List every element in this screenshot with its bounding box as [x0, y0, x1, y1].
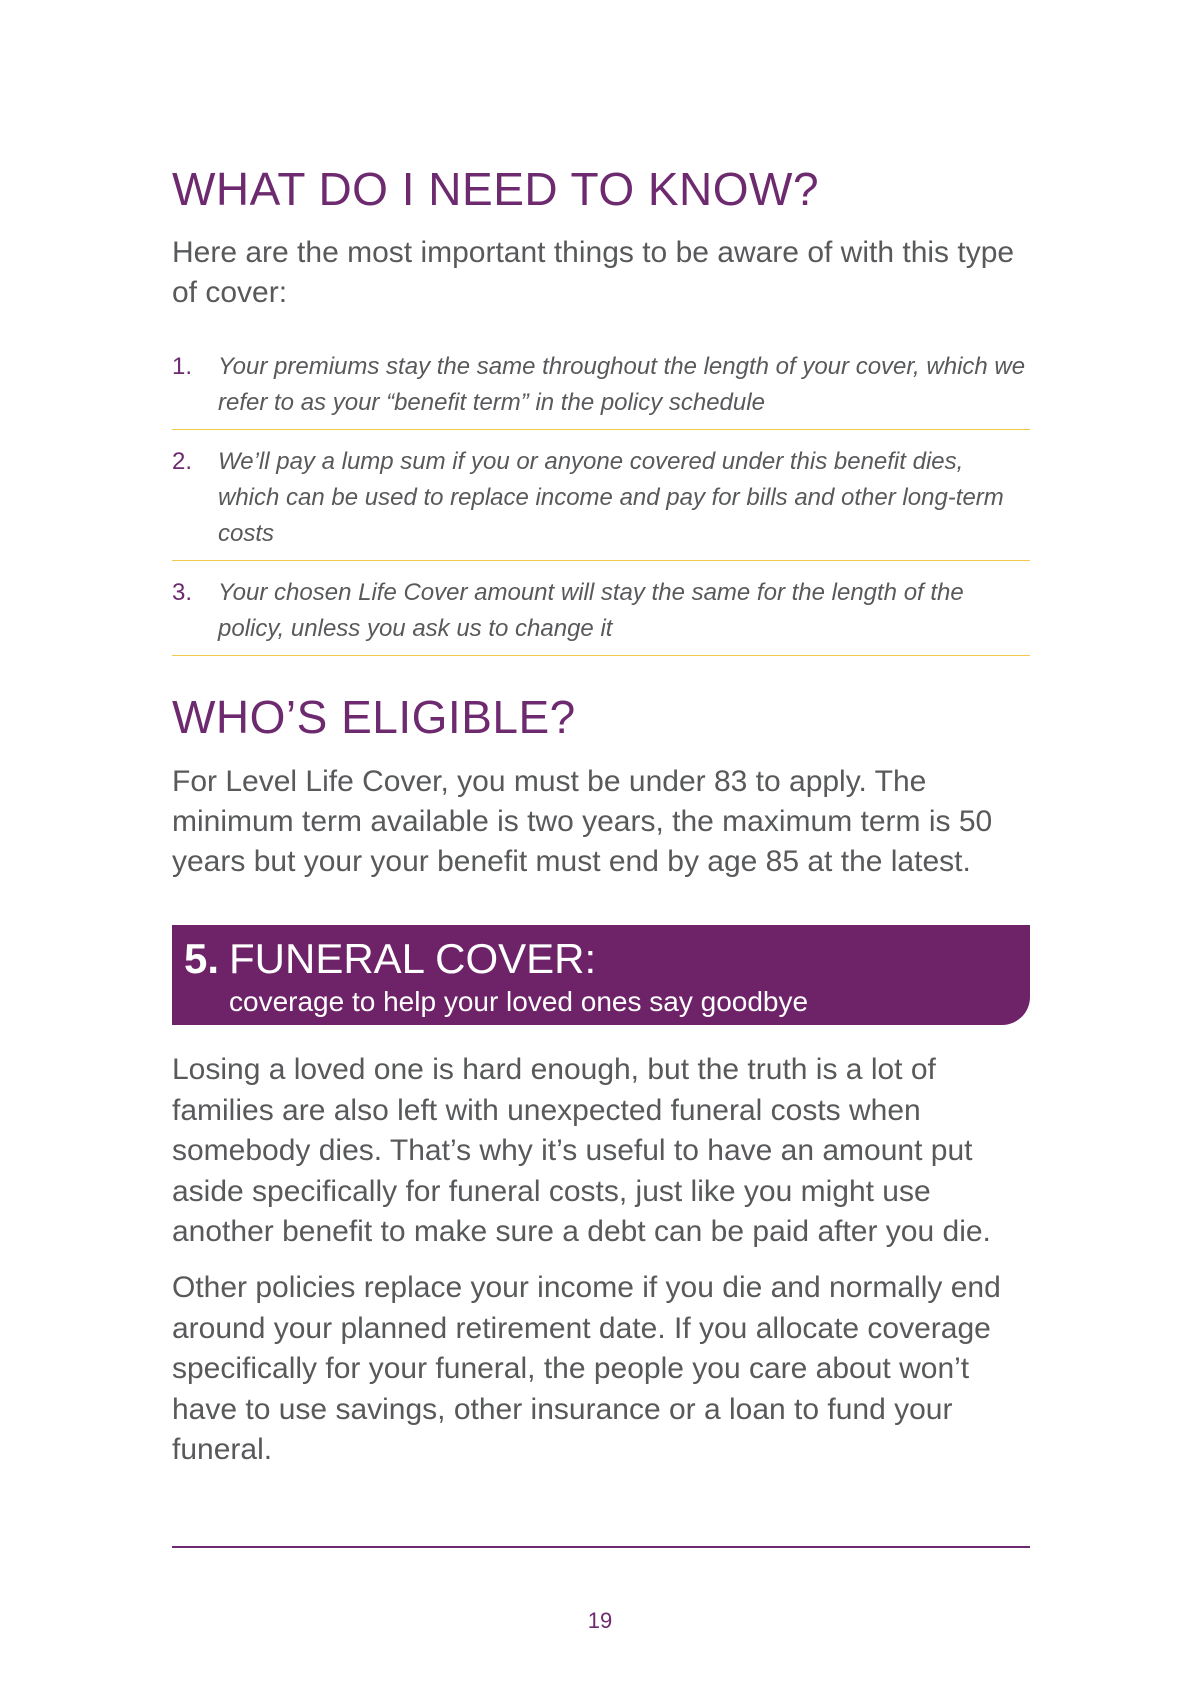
- eligibility-text: For Level Life Cover, you must be under 83 to apply. The minimum term available is two years, the maximum term is 50 years but your your benefit must end by age 85 at the latest.: [172, 765, 993, 878]
- footer-divider: [172, 1546, 1030, 1548]
- list-item-text: Your premiums stay the same throughout the length of your cover, which we refer to as your “benefit term” in the policy schedule: [218, 353, 1026, 416]
- list-item-text: We’ll pay a lump sum if you or anyone covered under this benefit dies, which can be used to replace income and pay for bills and other long-term costs: [218, 448, 1004, 547]
- section-intro: Here are the most important things to be aware of with this type of cover:: [172, 236, 1015, 309]
- funeral-cover-banner: [172, 925, 1030, 1025]
- banner-title: FUNERAL COVER:: [229, 935, 597, 982]
- funeral-paragraph-2: Other policies replace your income if you die and normally end around your planned retirement date. If you allocate coverage specifically for your funeral, the people you care about won’t have to use savings, other insurance or a loan to fund your funeral.: [172, 1271, 1001, 1466]
- funeral-paragraph-1: Losing a loved one is hard enough, but the truth is a lot of families are also left with unexpected funeral costs when somebody dies. That’s why it’s useful to have an amount put aside specifically for funeral costs, just like you might use another benefit to make sure a debt can be paid after you die.: [172, 1053, 991, 1248]
- banner-number: 5.: [184, 935, 220, 982]
- list-item: [172, 438, 1030, 561]
- key-points-list: [172, 343, 1030, 664]
- list-item: [172, 569, 1030, 656]
- section-heading-what-to-know: WHAT DO I NEED TO KNOW?: [172, 163, 820, 215]
- list-item-text: Your chosen Life Cover amount will stay the same for the length of the policy, unless you ask us to change it: [218, 579, 964, 642]
- list-item-number: 3.: [172, 579, 193, 606]
- list-item-number: 2.: [172, 448, 193, 475]
- banner-subtitle: coverage to help your loved ones say goodbye: [229, 986, 809, 1017]
- page-number: 19: [587, 1608, 613, 1633]
- list-item-number: 1.: [172, 353, 193, 380]
- section-heading-eligible: WHO’S ELIGIBLE?: [172, 691, 576, 743]
- list-item: [172, 343, 1030, 430]
